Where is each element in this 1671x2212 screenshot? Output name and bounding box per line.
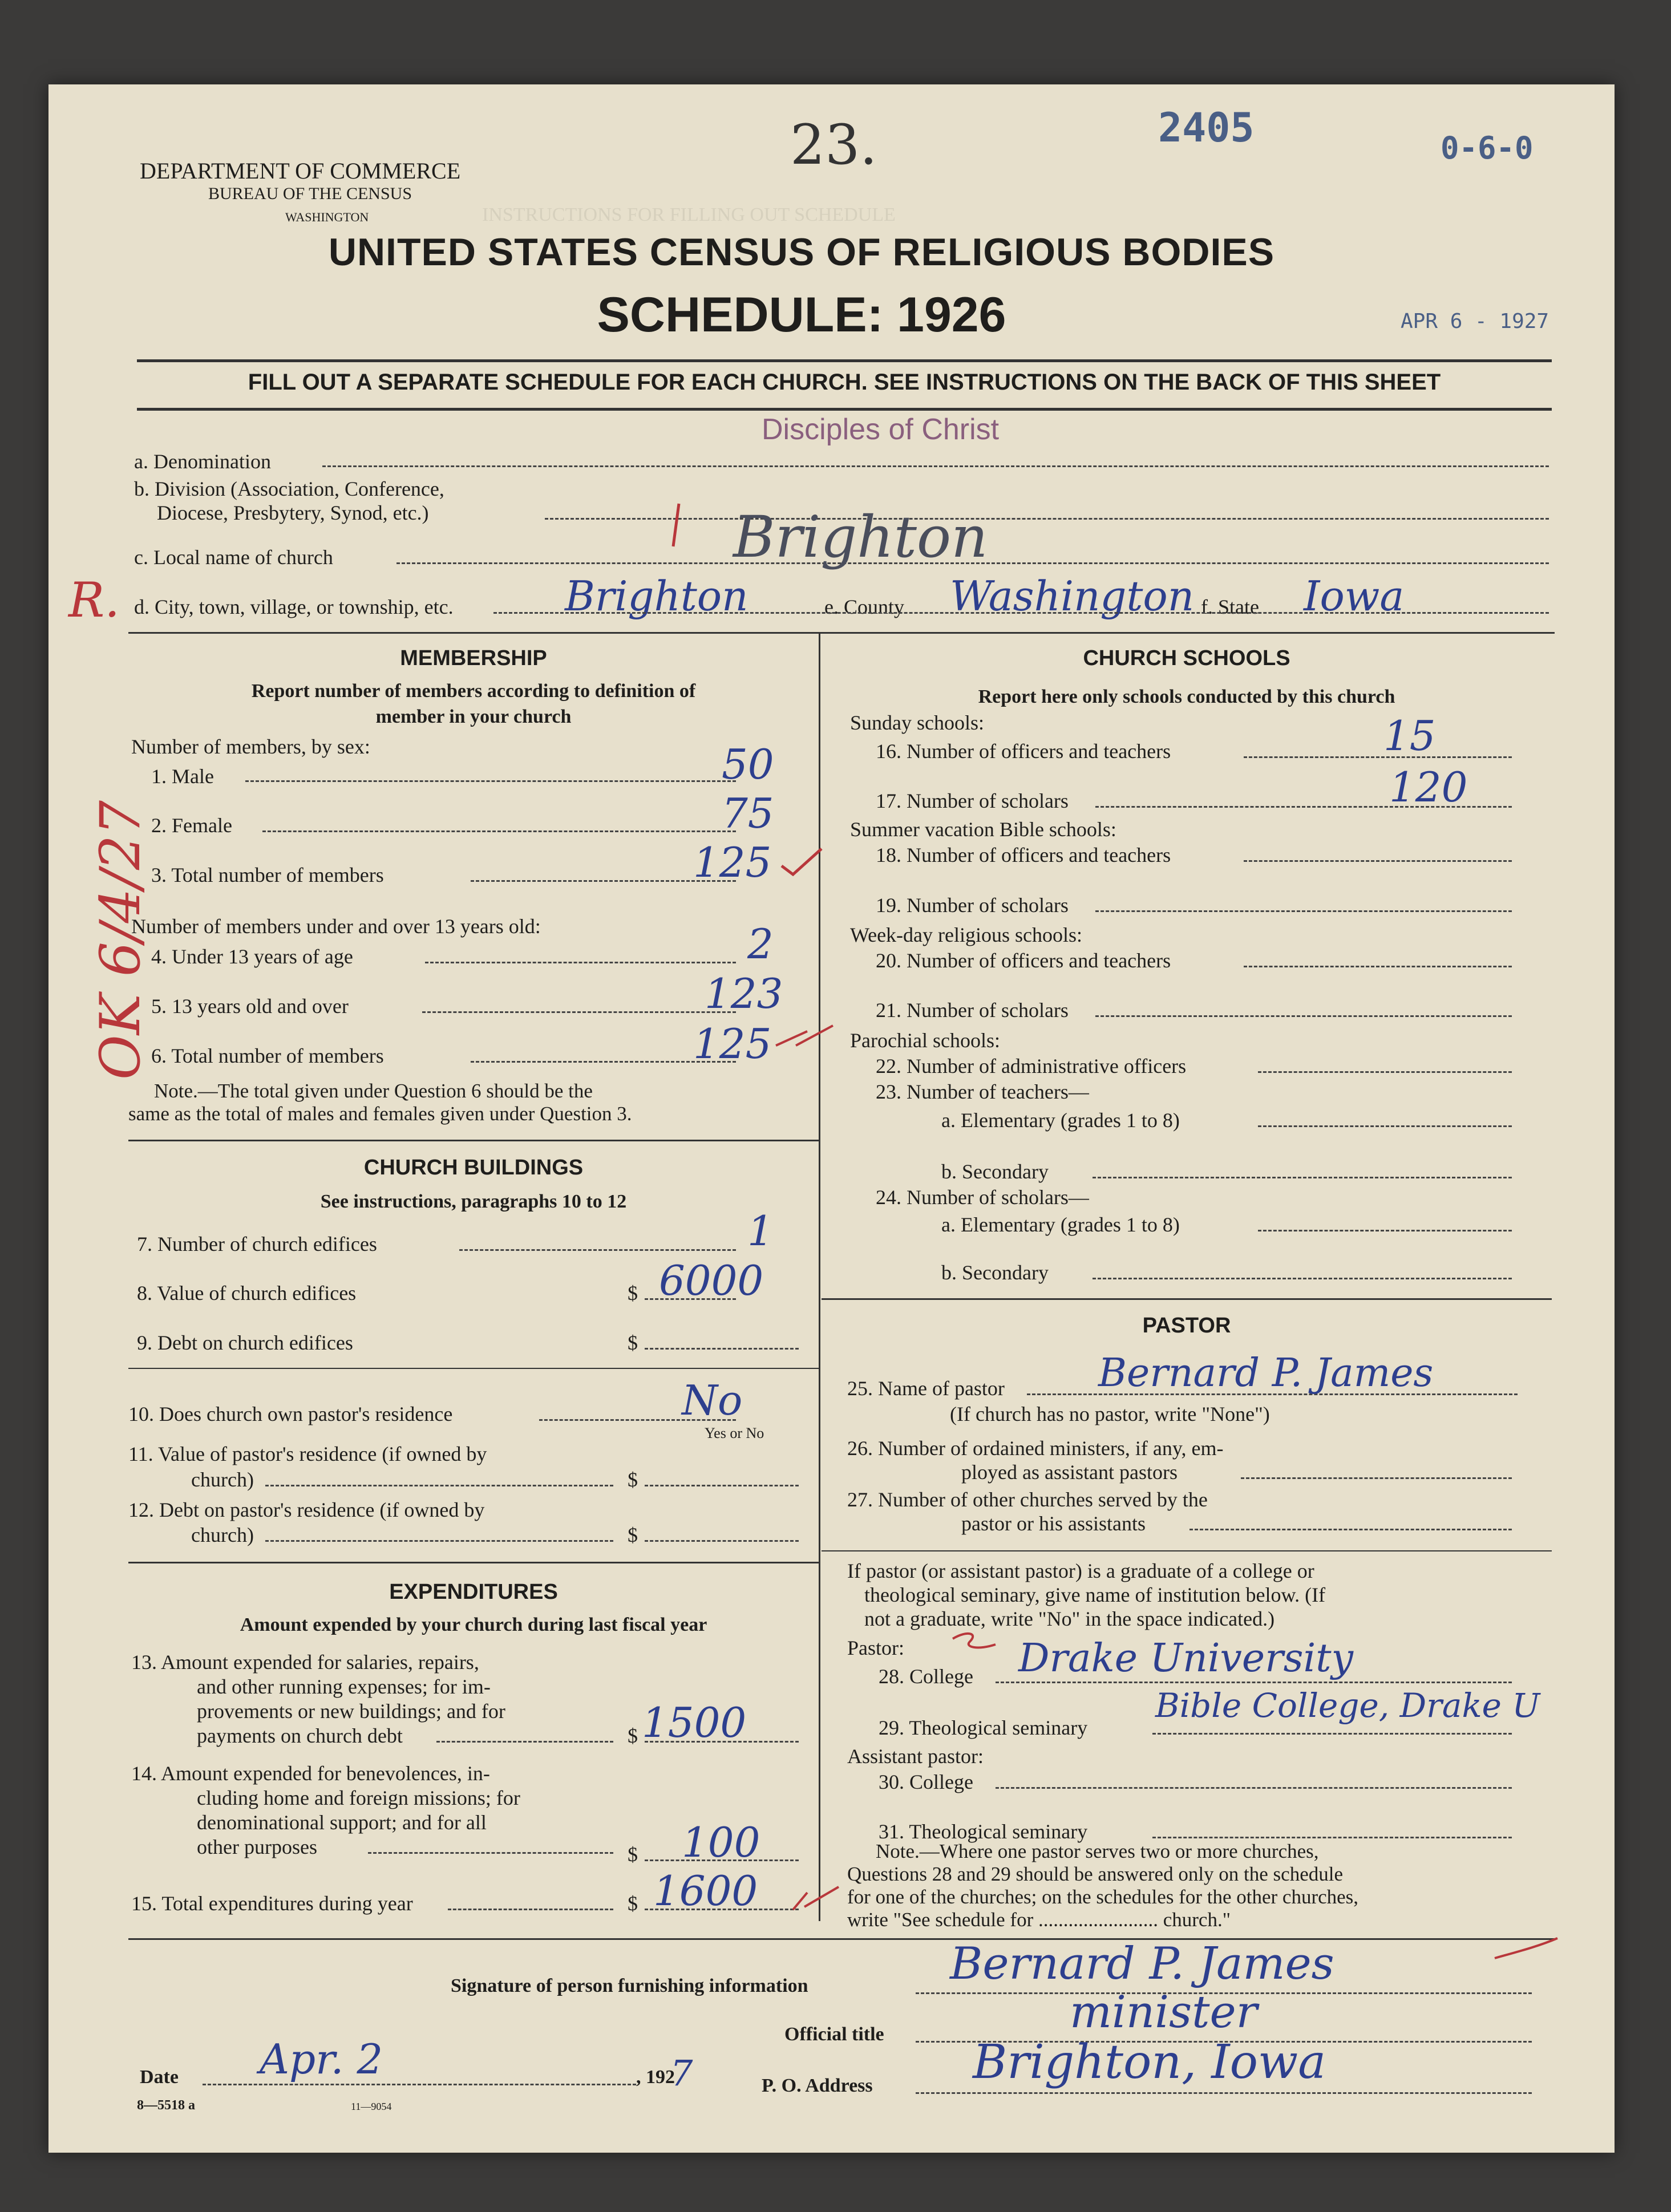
owns-residence-value[interactable]: No [682, 1376, 743, 1424]
edifices-value-label: 8. Value of church edifices [137, 1282, 357, 1304]
benevolences-label-4: other purposes [197, 1836, 317, 1858]
county-label: e. County [824, 595, 904, 618]
other-churches-line [1189, 1529, 1512, 1530]
teachers-elementary-line [1258, 1125, 1512, 1127]
bureau-city: WASHINGTON [285, 210, 369, 224]
po-address-label: P. O. Address [762, 2075, 873, 2096]
city-value[interactable]: Brighton [565, 572, 748, 620]
census-form-sheet [48, 84, 1615, 2153]
summer-officers-label: 18. Number of officers and teachers [876, 844, 1171, 866]
sunday-officers-line [1244, 756, 1512, 758]
sunday-scholars-label: 17. Number of scholars [876, 789, 1069, 812]
section-divider [128, 632, 1555, 634]
year-prefix: , 192 [636, 2067, 675, 2088]
pastor-name-value[interactable]: Bernard P. James [1098, 1351, 1434, 1396]
pastor-note-2: Questions 28 and 29 should be answered only on the schedule [847, 1863, 1344, 1885]
total-members-by-age-value[interactable]: 125 [693, 1020, 772, 1068]
weekday-scholars-line [1095, 1015, 1512, 1017]
membership-title: MEMBERSHIP [400, 646, 547, 670]
other-churches-label-1: 27. Number of other churches served by the [847, 1488, 1208, 1511]
edifices-debt-label: 9. Debt on church edifices [137, 1331, 353, 1354]
margin-initial: R. [68, 572, 120, 628]
over-13-label: 5. 13 years old and over [151, 995, 349, 1018]
pastor-note-4: write "See schedule for ........................ church." [847, 1909, 1231, 1931]
margin-approval-note: OK 6/4/27 [88, 800, 152, 1080]
form-number: 8—5518 a [137, 2098, 195, 2113]
pastor-rule [822, 1550, 1552, 1551]
stamp-sequence-number: 23. [790, 113, 877, 177]
pastor-title: PASTOR [1142, 1314, 1231, 1338]
summer-scholars-label: 19. Number of scholars [876, 894, 1069, 917]
male-line [245, 780, 736, 782]
pastor-note-3: for one of the churches; on the schedules for the other churches, [847, 1886, 1359, 1908]
city-county-state-line [493, 612, 1549, 614]
benevolences-leader [368, 1852, 613, 1854]
pastor-college-label: 28. College [879, 1665, 973, 1688]
female-value[interactable]: 75 [722, 789, 774, 837]
print-number: 11—9054 [351, 2101, 392, 2112]
checkmark-icon [1492, 1935, 1560, 1964]
pastor-sub-label: Pastor: [847, 1636, 905, 1659]
residence-debt-label-1: 12. Debt on pastor's residence (if owned by [128, 1498, 485, 1521]
church-schools-title: CHURCH SCHOOLS [1083, 646, 1290, 670]
benevolences-label-3: denominational support; and for all [197, 1811, 487, 1834]
sunday-scholars-value[interactable]: 120 [1389, 763, 1468, 811]
graduate-note-3: not a graduate, write "No" in the space indicated.) [864, 1607, 1275, 1630]
running-expenses-label-3: provements or new buildings; and for [197, 1700, 505, 1723]
church-name-label: c. Local name of church [134, 546, 333, 569]
date-label: Date [140, 2067, 179, 2088]
membership-subtitle-1: Report number of members according to definition of [251, 680, 696, 702]
members-by-age-label: Number of members under and over 13 years old: [131, 915, 541, 938]
edifices-count-line [459, 1249, 736, 1251]
year-value[interactable]: 7 [670, 2052, 693, 2094]
expenditures-title: EXPENDITURES [389, 1580, 558, 1604]
residence-value-leader [265, 1485, 613, 1486]
edifices-count-value[interactable]: 1 [747, 1207, 774, 1255]
official-title-label: Official title [784, 2024, 884, 2045]
running-expenses-label-4: payments on church debt [197, 1724, 403, 1747]
official-title-value[interactable]: minister [1070, 1987, 1257, 2038]
edifices-count-label: 7. Number of church edifices [137, 1233, 377, 1255]
running-expenses-value[interactable]: 1500 [642, 1699, 747, 1747]
scholars-elementary-line [1258, 1230, 1512, 1231]
assistant-college-label: 30. College [879, 1771, 973, 1793]
summer-officers-line [1244, 860, 1512, 862]
form-title: UNITED STATES CENSUS OF RELIGIOUS BODIES [328, 230, 1275, 274]
residence-debt-leader [265, 1540, 613, 1542]
scholars-elementary-label: a. Elementary (grades 1 to 8) [941, 1213, 1180, 1236]
pastor-college-line [996, 1682, 1512, 1683]
signature-value[interactable]: Bernard P. James [950, 1938, 1334, 1990]
checkmark-icon [779, 846, 824, 880]
pastor-name-hint: (If church has no pastor, write "None") [950, 1403, 1270, 1425]
male-label: 1. Male [151, 765, 214, 788]
pastor-seminary-label: 29. Theological seminary [879, 1716, 1088, 1739]
signature-label: Signature of person furnishing information [451, 1975, 808, 1996]
membership-note-1: Note.—The total given under Question 6 should be the [154, 1080, 593, 1102]
stamp-code: 0-6-0 [1441, 130, 1534, 166]
checkmark-icon [665, 501, 687, 552]
church-schools-subtitle: Report here only schools conducted by this church [978, 686, 1395, 707]
owns-residence-hint: Yes or No [705, 1425, 764, 1441]
header-rule-bottom [137, 408, 1552, 411]
pastor-name-label: 25. Name of pastor [847, 1377, 1005, 1400]
running-expenses-leader [436, 1741, 613, 1743]
ordained-ministers-label-1: 26. Number of ordained ministers, if any, em- [847, 1437, 1224, 1460]
scholars-secondary-label: b. Secondary [941, 1261, 1049, 1284]
graduate-note-1: If pastor (or assistant pastor) is a graduate of a college or [847, 1559, 1314, 1582]
female-line [262, 830, 736, 832]
total-members-by-age-label: 6. Total number of members [151, 1044, 384, 1067]
admin-officers-line [1258, 1071, 1512, 1073]
benevolences-label-1: 14. Amount expended for benevolences, in- [131, 1762, 490, 1785]
under-13-line [425, 962, 736, 963]
under-13-value[interactable]: 2 [747, 920, 774, 968]
assistant-seminary-line [1152, 1837, 1512, 1838]
state-value[interactable]: Iowa [1304, 572, 1405, 620]
running-expenses-label-2: and other running expenses; for im- [197, 1675, 491, 1698]
church-name-value[interactable]: Brighton [733, 504, 988, 570]
residence-value-label-2: church) [191, 1468, 254, 1491]
edifices-debt-line [645, 1348, 799, 1350]
admin-officers-label: 22. Number of administrative officers [876, 1055, 1187, 1077]
total-members-by-sex-label: 3. Total number of members [151, 864, 384, 886]
denomination-value[interactable]: Disciples of Christ [762, 413, 1000, 446]
parochial-schools-label: Parochial schools: [850, 1029, 1000, 1052]
denomination-label: a. Denomination [134, 450, 271, 473]
membership-subtitle-2: member in your church [375, 706, 572, 727]
schools-divider [822, 1298, 1552, 1300]
checkmark-icon [773, 1020, 836, 1054]
scholars-secondary-line [1093, 1278, 1512, 1279]
other-churches-label-2: pastor or his assistants [961, 1512, 1146, 1535]
under-13-label: 4. Under 13 years of age [151, 945, 353, 968]
pastor-college-value[interactable]: Drake University [1018, 1636, 1354, 1681]
city-label: d. City, town, village, or township, etc. [134, 595, 454, 618]
teachers-elementary-label: a. Elementary (grades 1 to 8) [941, 1109, 1180, 1132]
teachers-secondary-label: b. Secondary [941, 1160, 1049, 1183]
weekday-officers-label: 20. Number of officers and teachers [876, 949, 1171, 972]
date-line [203, 2084, 636, 2085]
stamp-received-date: APR 6 - 1927 [1401, 310, 1549, 333]
stamp-file-number: 2405 [1158, 104, 1255, 151]
buildings-subtitle: See instructions, paragraphs 10 to 12 [320, 1191, 627, 1212]
buildings-rule [128, 1368, 819, 1369]
expenditures-subtitle: Amount expended by your church during last fiscal year [240, 1614, 707, 1635]
sunday-schools-label: Sunday schools: [850, 711, 985, 734]
edifices-value-value[interactable]: 6000 [659, 1257, 764, 1304]
assistant-pastor-label: Assistant pastor: [847, 1745, 984, 1768]
assistant-college-line [996, 1787, 1512, 1789]
total-expenditures-label: 15. Total expenditures during year [131, 1892, 413, 1915]
teachers-secondary-line [1093, 1177, 1512, 1178]
assistant-seminary-label: 31. Theological seminary [879, 1820, 1088, 1843]
edifices-value-dollar: $ [628, 1282, 638, 1304]
male-value[interactable]: 50 [722, 740, 774, 788]
footer-rule [128, 1938, 1555, 1940]
summer-scholars-line [1095, 910, 1512, 912]
weekday-schools-label: Week-day religious schools: [850, 923, 1083, 946]
checkmark-icon [790, 1881, 841, 1915]
scholars-label: 24. Number of scholars— [876, 1186, 1089, 1209]
sunday-officers-label: 16. Number of officers and teachers [876, 740, 1171, 763]
division-label-line1: b. Division (Association, Conference, [134, 477, 444, 500]
residence-value-dollar: $ [628, 1468, 638, 1491]
running-expenses-label-1: 13. Amount expended for salaries, repairs, [131, 1651, 479, 1674]
pastor-seminary-line [1152, 1733, 1512, 1735]
separate-schedule-instruction: FILL OUT A SEPARATE SCHEDULE FOR EACH CHURCH. SEE INSTRUCTIONS ON THE BACK OF THIS SHEET [248, 370, 1441, 395]
membership-divider [128, 1140, 819, 1141]
denomination-line [322, 465, 1549, 467]
edifices-debt-dollar: $ [628, 1331, 638, 1354]
benevolences-label-2: cluding home and foreign missions; for [197, 1786, 520, 1809]
buildings-title: CHURCH BUILDINGS [363, 1156, 584, 1180]
weekday-scholars-label: 21. Number of scholars [876, 999, 1069, 1022]
residence-debt-label-2: church) [191, 1524, 254, 1546]
members-by-sex-label: Number of members, by sex: [131, 735, 370, 758]
schedule-title: SCHEDULE: 1926 [597, 287, 1006, 342]
membership-note-2: same as the total of males and females given under Question 3. [128, 1103, 632, 1125]
buildings-divider [128, 1562, 819, 1563]
checkmark-icon [950, 1627, 1001, 1656]
weekday-officers-line [1244, 966, 1512, 967]
department-name: DEPARTMENT OF COMMERCE [140, 158, 461, 184]
state-label: f. State [1201, 595, 1259, 618]
running-expenses-dollar: $ [628, 1724, 638, 1747]
column-divider [819, 632, 820, 1921]
pastor-seminary-value[interactable]: Bible College, Drake U [1155, 1686, 1540, 1725]
teachers-label: 23. Number of teachers— [876, 1080, 1089, 1103]
date-value[interactable]: Apr. 2 [260, 2035, 383, 2083]
pastor-note-1: Note.—Where one pastor serves two or more churches, [876, 1840, 1319, 1862]
county-value[interactable]: Washington [950, 572, 1195, 620]
header-rule-top [137, 359, 1552, 362]
po-address-value[interactable]: Brighton, Iowa [973, 2035, 1326, 2089]
residence-value-label-1: 11. Value of pastor's residence (if owned by [128, 1443, 487, 1465]
po-address-line [916, 2092, 1532, 2094]
summer-schools-label: Summer vacation Bible schools: [850, 818, 1116, 841]
graduate-note-2: theological seminary, give name of institution below. (If [864, 1583, 1326, 1606]
total-expenditures-leader [448, 1909, 613, 1910]
benevolences-dollar: $ [628, 1843, 638, 1866]
owns-residence-label: 10. Does church own pastor's residence [128, 1403, 453, 1425]
benevolences-value[interactable]: 100 [682, 1818, 760, 1866]
total-expenditures-value[interactable]: 1600 [653, 1867, 758, 1915]
division-line [545, 518, 1549, 520]
over-13-line [422, 1011, 736, 1013]
division-label-line2: Diocese, Presbytery, Synod, etc.) [157, 501, 429, 524]
over-13-value[interactable]: 123 [705, 970, 783, 1018]
residence-value-line [645, 1485, 799, 1486]
residence-debt-dollar: $ [628, 1524, 638, 1546]
total-members-by-sex-value[interactable]: 125 [693, 838, 772, 886]
residence-debt-line [645, 1540, 799, 1542]
bureau-name: BUREAU OF THE CENSUS [208, 184, 412, 203]
sunday-officers-value[interactable]: 15 [1383, 712, 1436, 760]
ordained-ministers-label-2: ployed as assistant pastors [961, 1461, 1178, 1484]
bleed-through-text: INSTRUCTIONS FOR FILLING OUT SCHEDULE [482, 204, 896, 225]
total-expenditures-dollar: $ [628, 1892, 638, 1915]
female-label: 2. Female [151, 814, 232, 837]
ordained-ministers-line [1241, 1477, 1512, 1479]
